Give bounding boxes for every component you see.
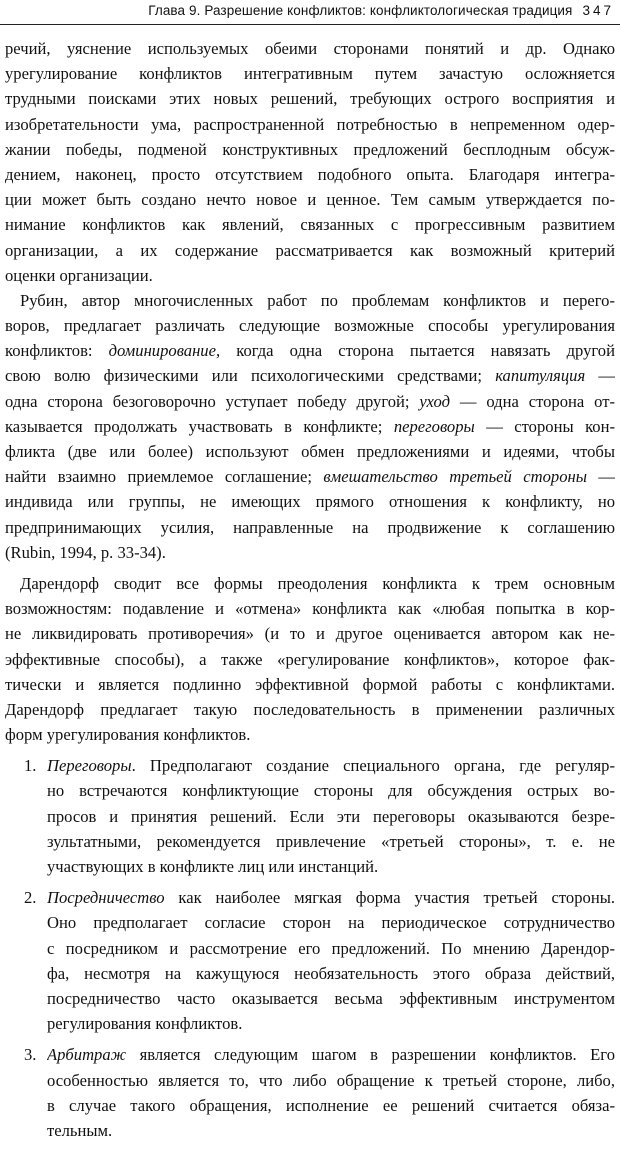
text-line: Дарендорф сводит все формы преодоления конфликта к трем основным bbox=[20, 573, 615, 593]
text-line: Рубин, автор многочисленных работ по проблемам конфликтов и перего- bbox=[20, 290, 615, 310]
line-part: как наиболее мягкая форма участия третьей стороны. bbox=[164, 888, 615, 908]
italic-term: Арбитраж bbox=[47, 1045, 127, 1065]
list-item bbox=[5, 753, 615, 879]
text-line: посредничество часто оказывается весьма эффективным инструментом bbox=[47, 988, 615, 1008]
list-item-text bbox=[47, 753, 615, 879]
list-item bbox=[5, 885, 615, 1036]
text-line bbox=[47, 1042, 615, 1067]
text-line: фликта (две или более) используют обмен предложениями и идеями, чтобы bbox=[5, 442, 615, 461]
line-part: . Предполагают создание специального органа, где регуляр- bbox=[131, 756, 615, 776]
text-line: в случае такого обращения, исполнение ее решений считается обяза- bbox=[47, 1095, 615, 1115]
italic-term: переговоры bbox=[393, 416, 475, 436]
text-line: ции может быть создано нечто новое и ценное. Тем самым утверждается по- bbox=[5, 190, 615, 210]
line-part: является следующим шагом в разрешении конфликтов. Его bbox=[126, 1045, 615, 1065]
text-line: участвующих в конфликте лиц или инстанций. bbox=[47, 857, 379, 876]
line-part: — стороны кон- bbox=[474, 416, 615, 436]
list-item bbox=[5, 1042, 615, 1143]
italic-term: уход bbox=[419, 391, 450, 411]
running-title: Глава 9. Разрешение конфликтов: конфликтологическая традиция bbox=[148, 3, 573, 18]
text-line: особенностью является то, что либо обращение к третьей стороне, либо, bbox=[47, 1070, 615, 1090]
list-number: 1. bbox=[24, 756, 37, 776]
paragraph bbox=[5, 288, 615, 565]
text-line: (Rubin, 1994, p. 33-34). bbox=[5, 542, 166, 562]
paragraph bbox=[5, 36, 615, 288]
text-line: предпринимающих усилия, направленные на продвижение к соглашению bbox=[5, 517, 615, 537]
text-line bbox=[5, 363, 615, 388]
text-line: но встречаются конфликтующие стороны для обсуждения острых во- bbox=[47, 781, 615, 801]
item-gap bbox=[5, 1143, 615, 1149]
text-line: нимание конфликтов как явлений, связанных с прогрессивным развитием bbox=[5, 215, 615, 235]
list-item-text bbox=[47, 885, 615, 1036]
text-line: фа, несмотря на кажущуюся необязательность этого образа действий, bbox=[47, 963, 615, 983]
line-part: одна сторона безоговорочно уступает победу другой; bbox=[5, 391, 420, 411]
text-line: регулирования конфликтов. bbox=[47, 1014, 243, 1034]
text-line: оценки организации. bbox=[5, 265, 153, 285]
text-line: просов и принятия решений. Если эти переговоры оказываются безре- bbox=[47, 806, 615, 826]
text-line: воров, предлагает различать следующие возможные способы урегулирования bbox=[5, 316, 615, 336]
text-line: форм урегулирования конфликтов. bbox=[5, 725, 251, 745]
paragraph bbox=[5, 571, 615, 747]
line-part: — одна сторона от- bbox=[449, 391, 615, 411]
text-line: изобретательности ума, распространенной потребностью в непременном одер- bbox=[5, 114, 615, 134]
text-line bbox=[5, 464, 615, 489]
text-line bbox=[5, 414, 615, 439]
italic-term: доминирование, bbox=[108, 341, 221, 361]
text-line bbox=[5, 389, 615, 414]
text-line bbox=[47, 885, 615, 910]
italic-term: Переговоры bbox=[47, 756, 132, 776]
text-line: эффективные способы), а также «регулирование конфликтов», которое фак- bbox=[5, 649, 615, 669]
text-line: не ликвидировать противоречия» (и то и другое оценивается автором как не- bbox=[5, 624, 615, 644]
list-number: 2. bbox=[24, 888, 37, 908]
text-line bbox=[5, 338, 615, 363]
line-part: — bbox=[586, 467, 615, 487]
text-line: с посредником и рассмотрение его предложений. По мнению Дарендор- bbox=[47, 938, 615, 958]
line-part: — bbox=[585, 366, 615, 386]
running-header bbox=[10, 3, 614, 18]
text-line: жании победы, подменой конструктивных предложений бесплодным обсуж- bbox=[5, 139, 615, 159]
header-rule bbox=[0, 24, 620, 25]
text-line bbox=[47, 753, 615, 778]
text-line: трудными поисками этих новых решений, требующих острого восприятия и bbox=[5, 89, 615, 109]
page-number: 347 bbox=[582, 3, 614, 18]
line-part: казывается продолжать участвовать в конфликте; bbox=[5, 416, 394, 436]
text-line: зультатными, рекомендуется привлечение «третьей стороны», т. е. не bbox=[47, 831, 615, 851]
list-item-text bbox=[47, 1042, 615, 1143]
text-line: дением, наконец, просто отсутствием подобного опыта. Благодаря интегра- bbox=[5, 164, 615, 184]
text-line: тически и является подлинно эффективной формой работы с конфликтами. bbox=[5, 674, 615, 694]
line-part: конфликтов: bbox=[5, 341, 109, 361]
italic-term: Посредничество bbox=[47, 888, 165, 908]
line-part: найти взаимно приемлемое соглашение; bbox=[5, 467, 324, 487]
italic-term: вмешательство третьей стороны bbox=[323, 467, 587, 487]
text-line: урегулирование конфликтов интегративным путем зачастую осложняется bbox=[5, 64, 615, 84]
body-text bbox=[5, 36, 615, 1149]
text-line: возможностям: подавление и «отмена» конфликта как «любая попытка в кор- bbox=[5, 599, 615, 619]
text-line: организации, а их содержание рассматривается как возможный критерий bbox=[5, 240, 615, 260]
text-line: Дарендорф предлагает такую последовательность в применении различных bbox=[5, 699, 615, 719]
italic-term: капитуляция bbox=[495, 366, 586, 386]
text-line: Оно предполагает согласие сторон на периодическое сотрудничество bbox=[47, 913, 615, 933]
line-part: когда одна сторона пытается навязать другой bbox=[220, 341, 615, 361]
text-line: тельным. bbox=[47, 1120, 113, 1140]
text-line: речий, уяснение используемых обеими сторонами понятий и др. Однако bbox=[5, 39, 615, 58]
list-number: 3. bbox=[24, 1045, 37, 1065]
line-part: свою волю физическими или психологическими средствами; bbox=[5, 366, 496, 386]
text-line: индивида или группы, не имеющих прямого отношения к конфликту, но bbox=[5, 492, 615, 512]
